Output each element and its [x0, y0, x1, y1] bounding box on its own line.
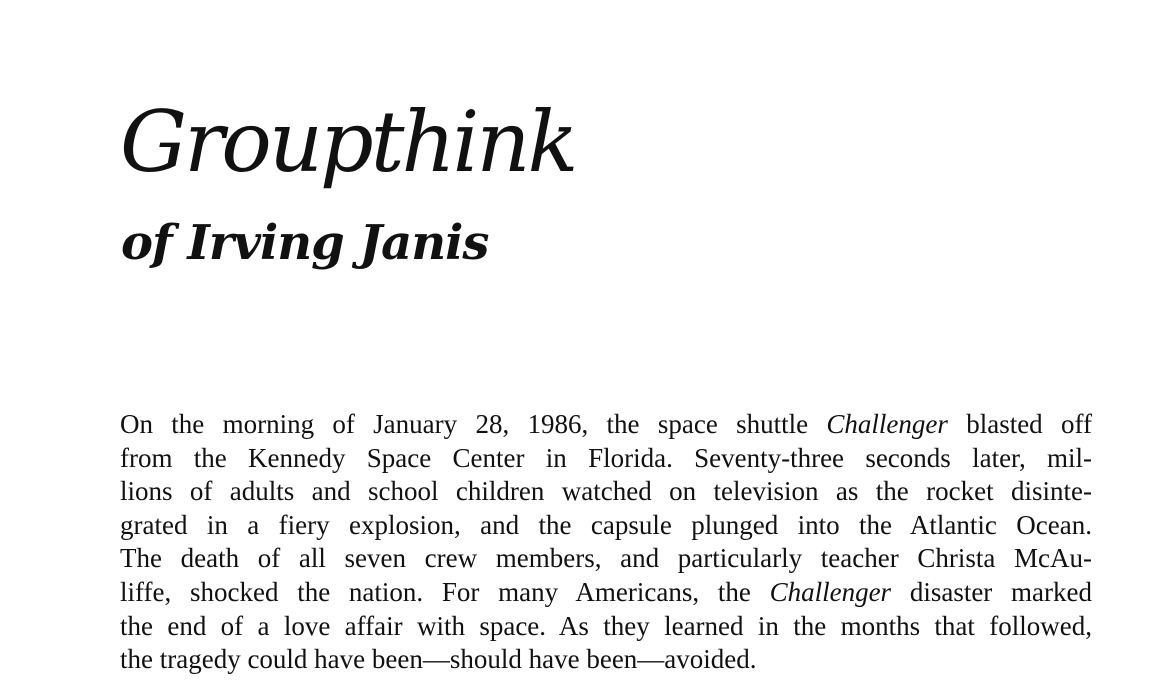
paragraph-line-7: the end of a love affair with space. As they learned in the months that followed,: [120, 610, 1092, 641]
chapter-subtitle: of Irving Janis: [121, 215, 489, 271]
paragraph-line-3: lions of adults and school children watched on television as the rocket disinte-: [120, 476, 1092, 507]
paragraph-line-6: [120, 576, 1092, 610]
line-6-text-c: disaster marked: [891, 576, 1093, 607]
paragraph-line-2: from the Kennedy Space Center in Florida. Seventy-three seconds later, mil-: [120, 442, 1092, 473]
paragraph-line-5: The death of all seven crew members, and particularly teacher Christa McAu-: [120, 543, 1092, 574]
paragraph-line-4: grated in a fiery explosion, and the capsule plunged into the Atlantic Ocean.: [120, 509, 1092, 540]
line-1-text-a: On the morning of January 28, 1986, the space shuttle: [120, 409, 827, 439]
line-1-text-c: blasted off: [947, 409, 1092, 439]
line-6-text-a: liffe, shocked the nation. For many Americans, the: [120, 576, 770, 607]
paragraph-line-8: the tragedy could have been—should have been—avoided.: [120, 644, 757, 675]
chapter-title: Groupthink: [120, 93, 576, 191]
paragraph-line-1: [120, 408, 1092, 442]
body-paragraph: [120, 408, 1092, 677]
italic-shuttle-name: Challenger: [826, 409, 948, 439]
italic-shuttle-name: Challenger: [769, 576, 892, 607]
